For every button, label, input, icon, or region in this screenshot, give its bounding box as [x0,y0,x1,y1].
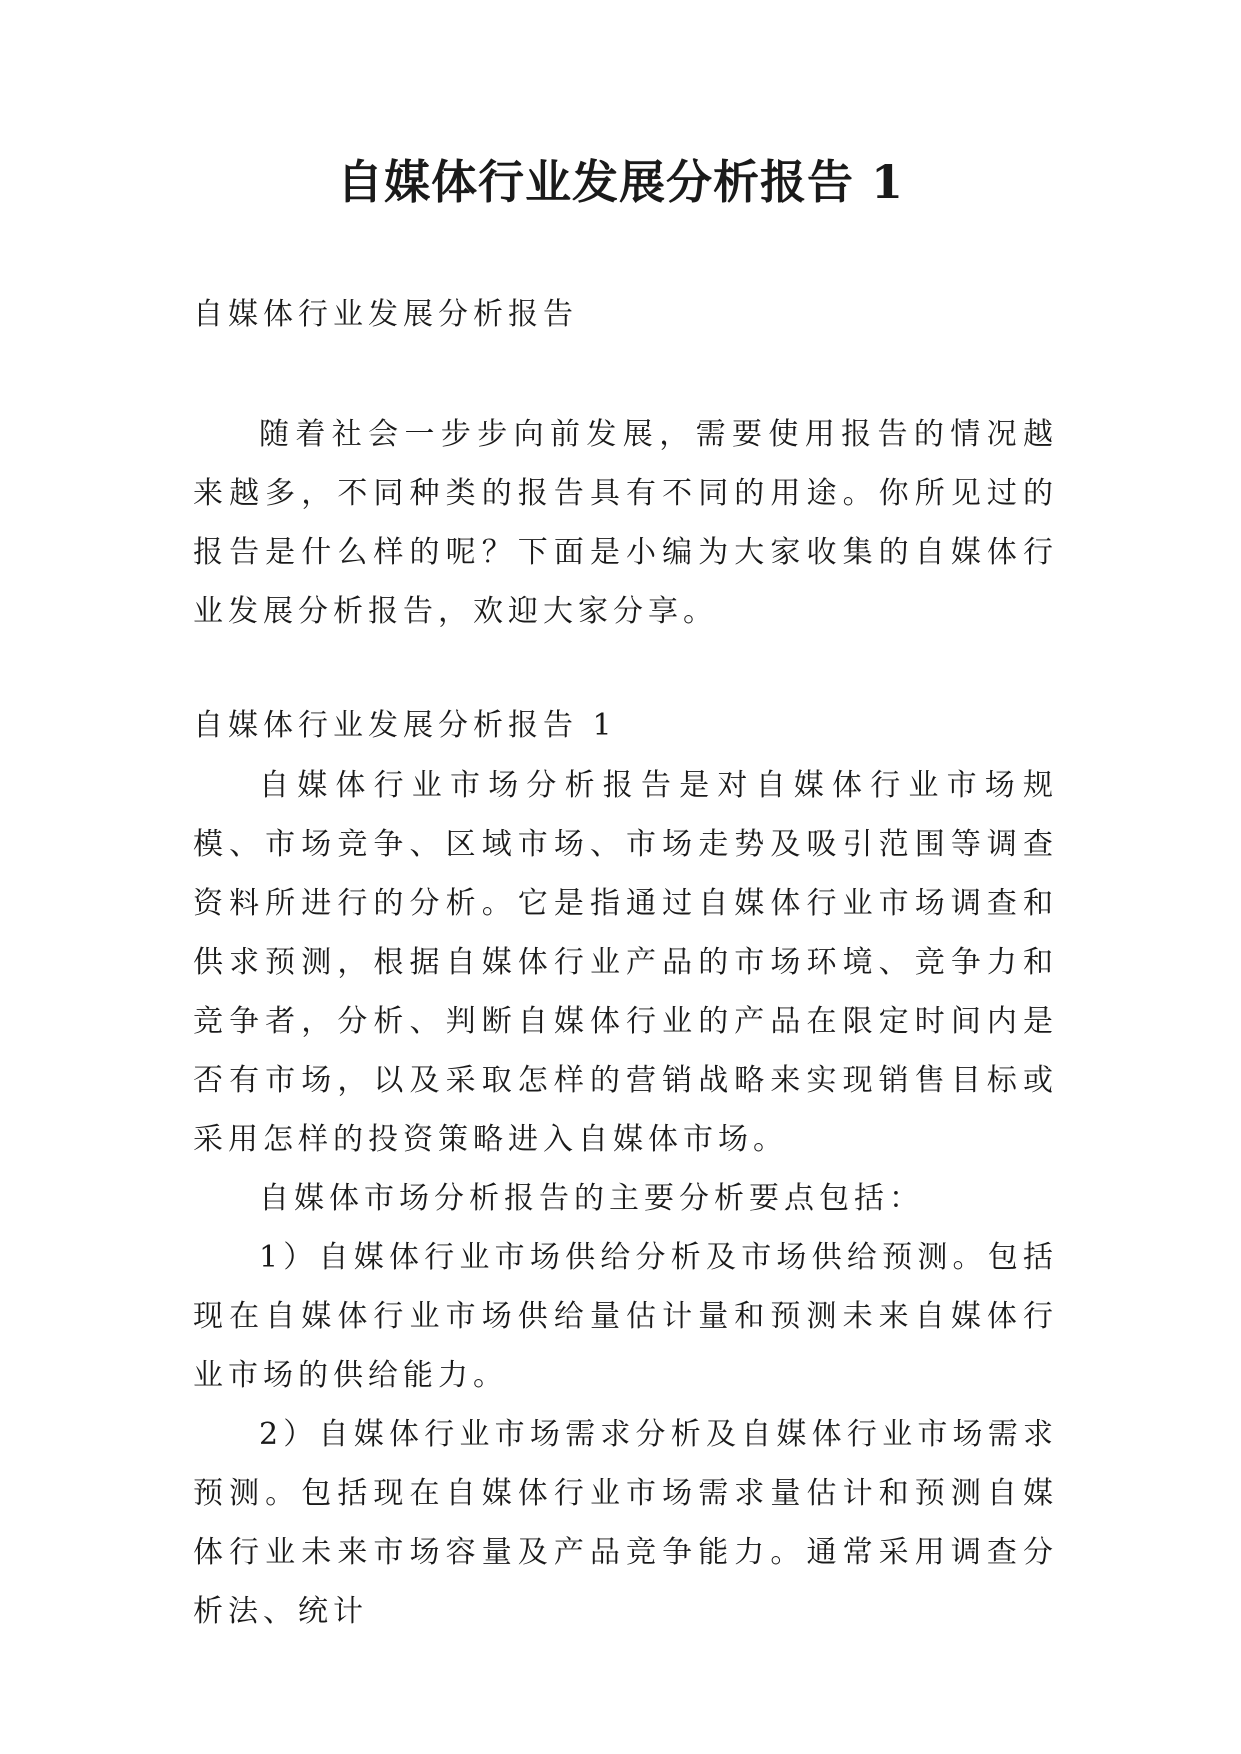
list-item-paragraph: 2）自媒体行业市场需求分析及自媒体行业市场需求预测。包括现在自媒体行业市场需求量估计和预测自媒体行业未来市场容量及产品竞争能力。通常采用调查分析法、统计 [193,1417,1058,1629]
list-item-paragraph: 1）自媒体行业市场供给分析及市场供给预测。包括现在自媒体行业市场供给量估计量和预测未来自媒体行业市场的供给能力。 [193,1240,1058,1393]
intro-paragraph: 随着社会一步步向前发展，需要使用报告的情况越来越多，不同种类的报告具有不同的用途。你所见过的报告是什么样的呢？下面是小编为大家收集的自媒体行业发展分析报告，欢迎大家分享。 [193,417,1058,629]
document-subtitle: 自媒体行业发展分析报告 [193,297,578,332]
body-paragraph: 自媒体行业市场分析报告是对自媒体行业市场规模、市场竞争、区域市场、市场走势及吸引范围等调查资料所进行的分析。它是指通过自媒体行业市场调查和供求预测，根据自媒体行业产品的市场环境、竞争力和竞争者，分析、判断自媒体行业的产品在限定时间内是否有市场，以及采取怎样的营销战略来实现销售目标或采用怎样的投资策略进入自媒体市场。 [193,768,1058,1157]
document-title: 自媒体行业发展分析报告 1 [336,155,905,209]
section-heading: 自媒体行业发展分析报告 1 [193,708,617,743]
body-paragraph: 自媒体市场分析报告的主要分析要点包括： [259,1181,924,1216]
